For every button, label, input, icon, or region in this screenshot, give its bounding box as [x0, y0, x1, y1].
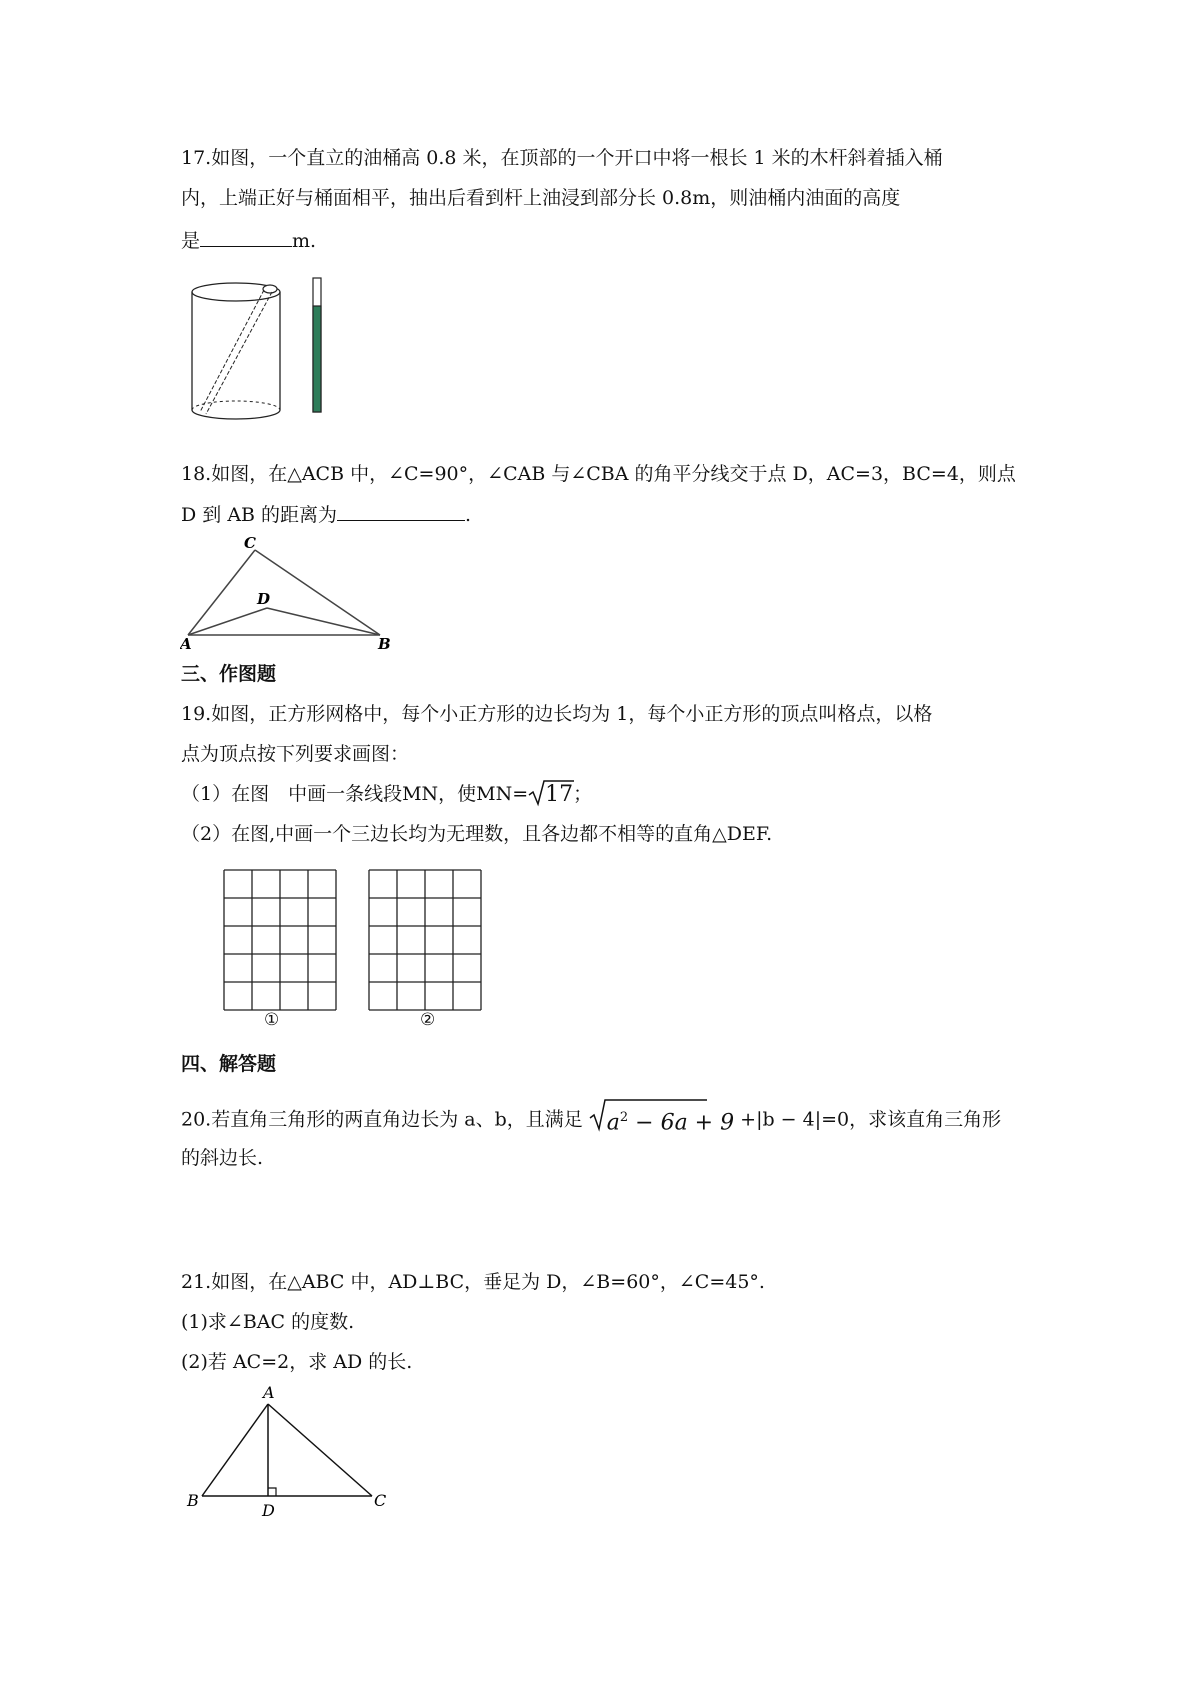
- q21-line-1: 21.如图，在△ABC 中，AD⊥BC，垂足为 D，∠B=60°，∠C=45°.: [181, 1271, 765, 1293]
- radicand-exponent: 2: [619, 1110, 629, 1125]
- sqrt-17: [528, 783, 573, 807]
- section-3-title: 三、作图题: [181, 663, 277, 685]
- grid-figure-1: [222, 868, 338, 1012]
- triangle-acb-figure: [180, 532, 400, 652]
- q18-line-1: 18.如图，在△ACB 中，∠C=90°，∠CAB 与∠CBA 的角平分线交于点 D，AC=3，BC=4，则点: [181, 463, 1016, 485]
- q21-label-d: D: [262, 1501, 275, 1520]
- q17-answer-blank[interactable]: [200, 228, 292, 247]
- q18-label-a: A: [180, 635, 192, 652]
- q20-line-2: 的斜边长.: [181, 1147, 264, 1169]
- q19-part-1-pre: （1）在图 中画一条线段MN，使MN=: [181, 783, 529, 805]
- q17-line-3-pre: 是: [181, 230, 201, 252]
- grid-1-label: ①: [264, 1010, 280, 1030]
- oil-barrel-figure: [190, 272, 330, 422]
- radical-sign-20: [589, 1098, 707, 1132]
- q20-line-1-post: +|b − 4|=0，求该直角三角形: [734, 1108, 1002, 1131]
- q21-part-2: (2)若 AC=2，求 AD 的长.: [181, 1351, 413, 1373]
- radicand-rest: − 6a + 9: [628, 1110, 735, 1136]
- sqrt-expression: [589, 1106, 734, 1135]
- q18-label-b: B: [378, 635, 391, 652]
- grid-2-label: ②: [420, 1010, 436, 1030]
- q18-line-2-post: .: [465, 504, 472, 526]
- q17-line-3-post: m.: [292, 230, 317, 252]
- q18-line-2-pre: D 到 AB 的距离为: [181, 504, 338, 526]
- section-4-title: 四、解答题: [181, 1053, 277, 1075]
- q17-line-2: 内，上端正好与桶面相平，抽出后看到杆上油浸到部分长 0.8m，则油桶内油面的高度: [181, 187, 901, 209]
- q20-line-1: [181, 1106, 1001, 1135]
- q19-line-2: 点为顶点按下列要求画图：: [181, 743, 410, 765]
- q18-answer-blank[interactable]: [337, 502, 465, 521]
- grid-figure-2: [367, 868, 483, 1012]
- q21-label-c: C: [374, 1491, 387, 1510]
- q18-line-2: [181, 502, 471, 527]
- radicand-17: 17: [545, 782, 574, 807]
- q19-part-2: （2）在图,中画一个三边长均为无理数，且各边都不相等的直角△DEF.: [181, 823, 773, 845]
- q17-line-1: 17.如图，一个直立的油桶高 0.8 米，在顶部的一个开口中将一根长 1 米的木杆斜着插入桶: [181, 147, 943, 169]
- q18-label-d: D: [257, 590, 271, 608]
- q20-line-1-pre: 20.若直角三角形的两直角边长为 a、b，且满足: [181, 1108, 583, 1131]
- q21-label-a: A: [263, 1384, 275, 1402]
- q21-label-b: B: [187, 1491, 199, 1510]
- q19-line-1: 19.如图，正方形网格中，每个小正方形的边长均为 1，每个小正方形的顶点叫格点，以格: [181, 703, 933, 725]
- triangle-abc-figure: [180, 1384, 410, 1524]
- radical-sign: [528, 779, 574, 807]
- q17-line-3: [181, 228, 316, 253]
- q18-label-c: C: [244, 534, 256, 552]
- q21-part-1: (1)求∠BAC 的度数.: [181, 1311, 355, 1333]
- q19-part-1-post: ；: [573, 783, 593, 805]
- q19-part-1: [181, 782, 592, 807]
- radicand-a: a: [606, 1110, 620, 1136]
